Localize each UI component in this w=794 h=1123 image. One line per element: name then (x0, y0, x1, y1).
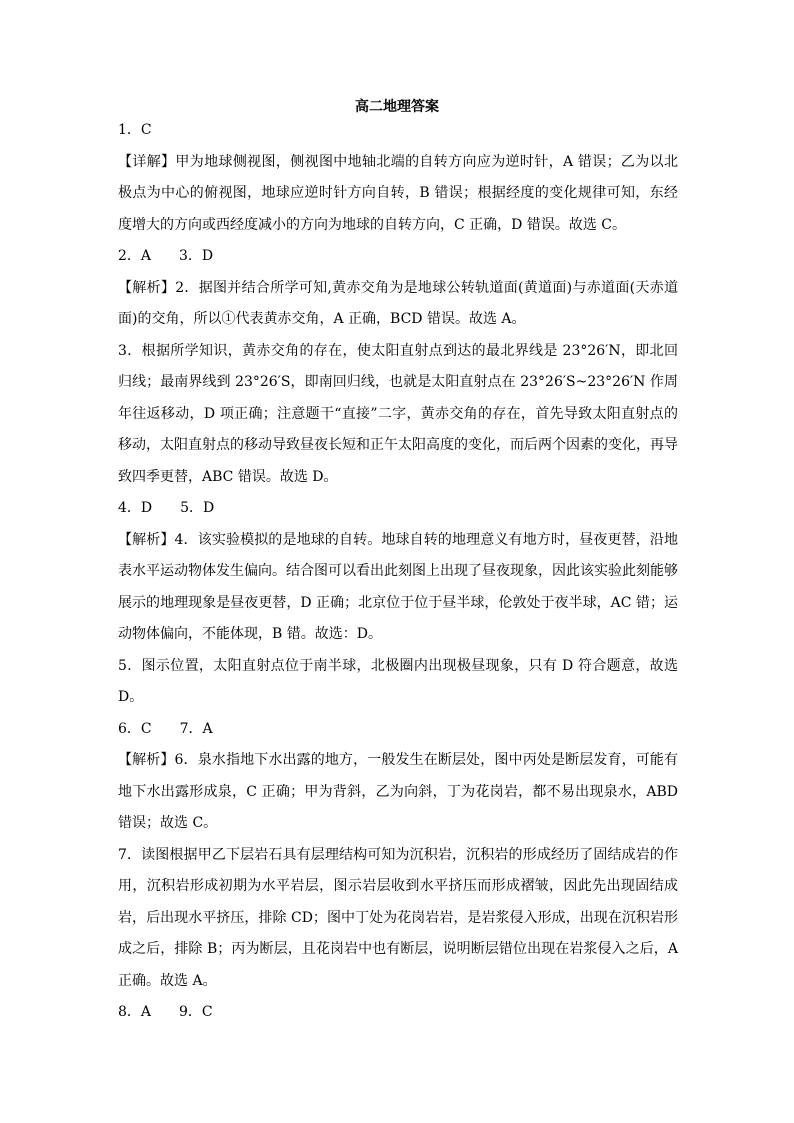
answer-content (118, 115, 678, 1029)
explanation-paragraph: 【解析】2．据图并结合所学可知,黄赤交角为是地球公转轨道面(黄道面)与赤道面(天赤道面)的交角，所以①代表黄赤交角，A 正确，BCD 错误。故选 A。 (118, 279, 678, 327)
answer-line: 2．A 3．D (118, 248, 214, 264)
explanation-paragraph: 7．读图根据甲乙下层岩石具有层理结构可知为沉积岩，沉积岩的形成经历了固结成岩的作用，沉积岩形成初期为水平岩层，图示岩层收到水平挤压而形成褶皱，因此先出现固结成岩，后出现水平挤压，排除 CD；图中丁处为花岗岩岩，是岩浆侵入形成，出现在沉积岩形成之后，排除 B；丙为断层，且花岗岩中也有断层，说明断层错位出现在岩浆侵入之后，A 正确。故选 A。 (118, 846, 678, 989)
answer-line: 4．D 5．D (118, 500, 215, 516)
answer-line: 6．C 7．A (118, 720, 213, 737)
explanation-paragraph: 3．根据所学知识，黄赤交角的存在，使太阳直射点到达的最北界线是 23°26′N，即北回归线；最南界线到 23°26′S，即南回归线，也就是太阳直射点在 23°26′S~23°26′N 作周年往返移动，D 项正确；注意题干“直接”二字，黄赤交角的存在，首先导致太阳直射点的移动，太阳直射点的移动导致昼夜长短和正午太阳高度的变化，而后两个因素的变化，再导致四季更替，ABC 错误。故选 D。 (118, 342, 678, 485)
explanation-paragraph: 【详解】甲为地球侧视图，侧视图中地轴北端的自转方向应为逆时针，A 错误；乙为以北极点为中心的俯视图，地球应逆时针方向自转，B 错误；根据经度的变化规律可知，东经度增大的方向或西经度减小的方向为地球的自转方向，C 正确，D 错误。故选 C。 (118, 153, 678, 233)
explanation-paragraph: 【解析】6．泉水指地下水出露的地方，一般发生在断层处，图中丙处是断层发育，可能有地下水出露形成泉，C 正确；甲为背斜，乙为向斜，丁为花岗岩，都不易出现泉水，ABD 错误；故选 C。 (118, 752, 678, 831)
explanation-paragraph: 5．图示位置，太阳直射点位于南半球，北极圈内出现极昼现象，只有 D 符合题意，故选 D。 (118, 657, 678, 705)
explanation-paragraph: 【解析】4．该实验模拟的是地球的自转。地球自转的地理意义有地方时，昼夜更替，沿地表水平运动物体发生偏向。结合图可以看出此刻图上出现了昼夜现象，因此该实验此刻能够展示的地理现象是昼夜更替，D 正确；北京位于位于昼半球，伦敦处于夜半球，AC 错；运动物体偏向，不能体现，B 错。故选：D。 (118, 531, 678, 642)
answer-line: 8．A 9．C (118, 1004, 213, 1020)
answer-line: 1．C (118, 122, 152, 138)
document-title: 高二地理答案 (355, 99, 439, 115)
